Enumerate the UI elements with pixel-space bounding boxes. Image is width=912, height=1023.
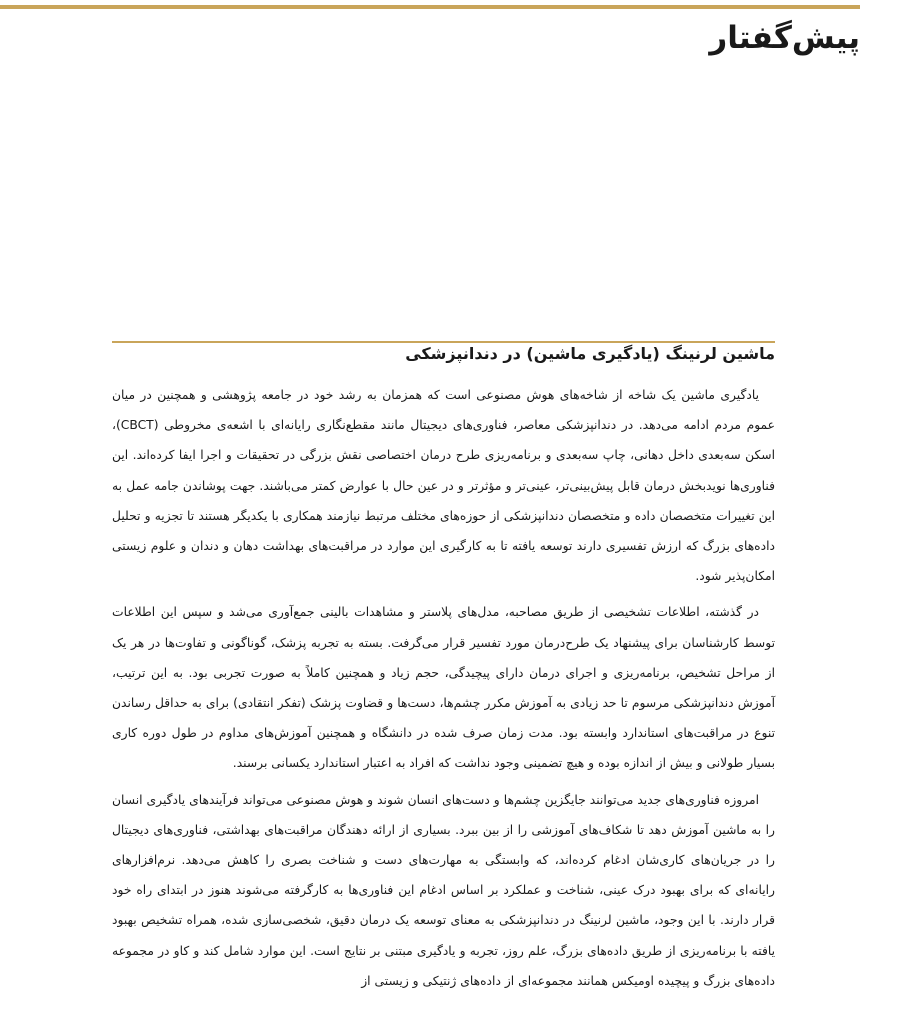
top-divider <box>0 5 860 9</box>
page-title: پیش‌گفتار <box>709 20 860 56</box>
paragraph: یادگیری ماشین یک شاخه از شاخه‌های هوش مصنوعی است که همزمان به رشد خود در جامعه پژوهشی و همچنین در میان عموم مردم ادامه می‌دهد. در دندانپزشکی معاصر، فناوری‌های دیجیتال مانند مقطع‌نگاری رایانه‌ای با اشعه‌ی مخروطی (CBCT)، اسکن سه‌بعدی داخل دهانی، چاپ سه‌بعدی و برنامه‌ریزی طرح درمان اختصاصی نقش بزرگی در تحقیقات و اجرا ایفا کرده‌اند. این فناوری‌ها نویدبخش درمان قابل پیش‌بینی‌تر، عینی‌تر و مؤثرتر و در عین حال با عوارض کمتر می‌باشند. جهت پوشاندن جامه عمل به این تغییرات متخصصان داده و متخصصان دندانپزشکی از حوزه‌های مختلف مرتبط نیازمند همکاری با یکدیگر هستند تا تجزیه و تحلیل داده‌های بزرگ که ارزش تفسیری دارند توسعه یافته تا به کارگیری این موارد در مراقبت‌های بهداشت دهان و دندان و علوم زیستی امکان‌پذیر شود. <box>112 388 775 584</box>
body-text <box>112 380 775 1002</box>
paragraph: در گذشته، اطلاعات تشخیصی از طریق مصاحبه، مدل‌های پلاستر و مشاهدات بالینی جمع‌آوری می‌شد و سپس این اطلاعات توسط کارشناسان برای پیشنهاد یک طرح‌درمان مورد تفسیر قرار می‌گرفت. بسته به تجربه پزشک، گوناگونی و تفاوت‌ها در هر یک از مراحل تشخیص، برنامه‌ریزی و اجرای درمان دارای پیچیدگی، حجم زیاد و همچنین کاملاً به صورت تجربی بود. به این ترتیب، آموزش دندانپزشکی مرسوم تا حد زیادی به آموزش مکرر چشم‌ها، دست‌ها و قضاوت پزشک (تفکر انتقادی) برای به حداقل رساندن تنوع در مراقبت‌های استاندارد وابسته بود. مدت زمان صرف شده در دانشگاه و همچنین آموزش‌های مداوم در طول دوره کاری بسیار طولانی و بیش از اندازه بوده و هیچ تضمینی وجود نداشت که افراد به اعتبار استاندارد یکسانی برسند. <box>112 605 775 771</box>
paragraph: امروزه فناوری‌های جدید می‌توانند جایگزین چشم‌ها و دست‌های انسان شوند و هوش مصنوعی می‌تواند فرآیندهای یادگیری انسان را به ماشین آموزش دهد تا شکاف‌های آموزشی را از بین ببرد. بسیاری از ارائه دهندگان مراقبت‌های بهداشتی، فناوری‌های دیجیتال را در جریان‌های کاری‌شان ادغام کرده‌اند، که وابستگی به مهارت‌های دست و شناخت بصری را کاهش می‌دهد. نرم‌افزارهای رایانه‌ای که برای بهبود درک عینی، شناخت و عملکرد بر اساس ادغام این فناوری‌ها به کارگرفته می‌شوند هنوز در ابتدای راه خود قرار دارند. با این وجود، ماشین لرنینگ در دندانپزشکی به معنای توسعه یک درمان دقیق، شخصی‌سازی شده، همراه تشخیص بهبود یافته با برنامه‌ریزی از طریق داده‌های بزرگ، علم روز، تجربه و یادگیری مبتنی بر نتایج است. این موارد شامل کند و کاو در مجموعه داده‌های بزرگ و پیچیده اومیکس همانند مجموعه‌ای از داده‌های ژنتیکی و زیستی از <box>112 792 775 988</box>
section-divider <box>112 341 775 343</box>
section-heading: ماشین لرنینگ (یادگیری ماشین) در دندانپزشکی <box>405 344 775 363</box>
